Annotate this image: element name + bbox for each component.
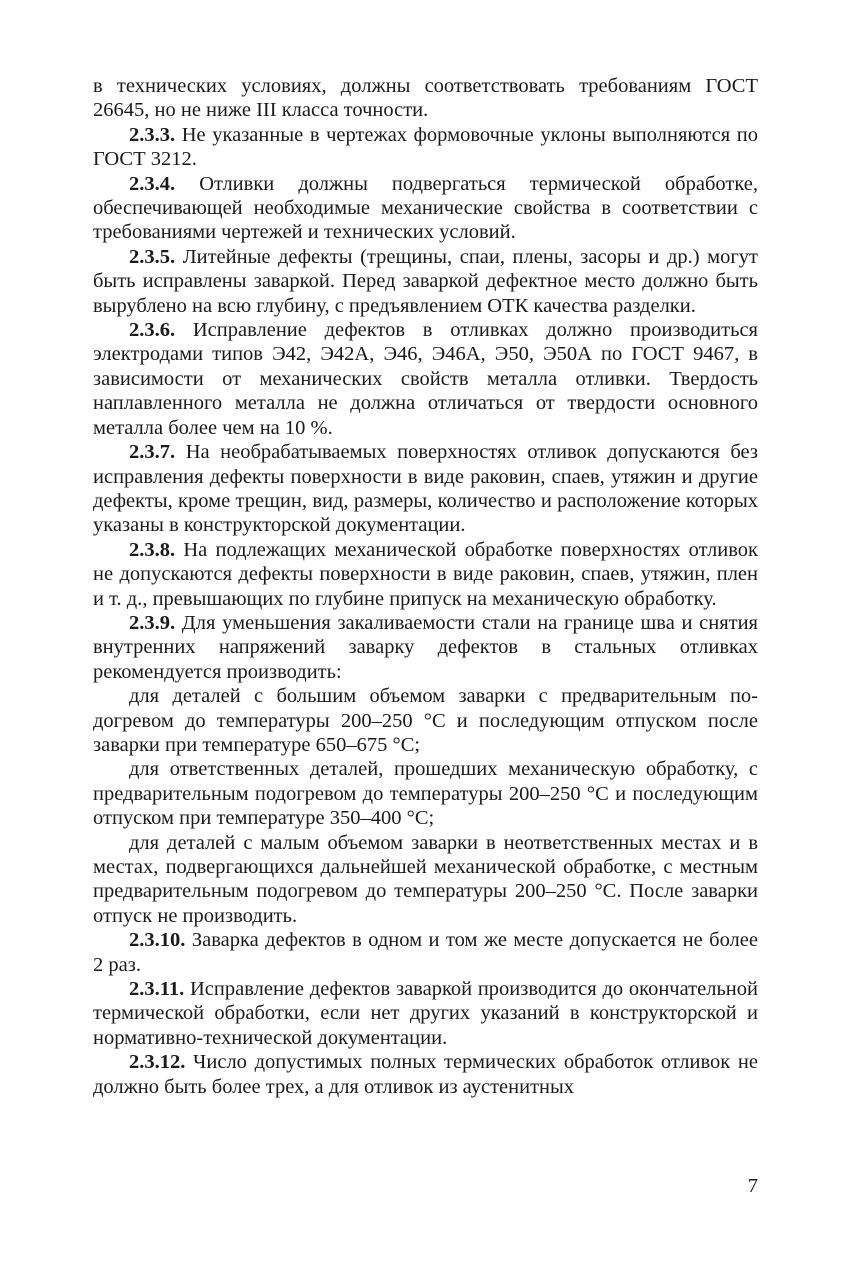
paragraph-text: в технических условиях, должны соответствовать требованиям ГОСТ 26645, но не ниже III класса точности. (93, 75, 758, 122)
paragraph-text: Число допустимых полных термических обработок отливок не должно быть более трех, а для отливок из аустенитных (93, 1051, 758, 1098)
document-page (93, 74, 758, 1099)
paragraph-text: Исправление дефектов заваркой производится до окончательной термической обработки, если нет других указаний в конструкторской и нормативно-технической документации. (93, 978, 758, 1049)
paragraph-text: Отливки должны подвергаться термической обработке, обеспечивающей необходимые механические свойства в соответствии с требованиями чертежей и технических условий. (93, 172, 758, 244)
paragraph-text: Не указанные в чертежах формовочные уклоны выполняются по ГОСТ 3212. (93, 123, 758, 171)
paragraph-text: для деталей с большим объемом заварки с предварительным подогревом до температуры 200–250 °С и последующим отпуском после заварки при температуре 650–675 °С; (93, 685, 758, 756)
paragraph-2-3-9 (93, 611, 758, 684)
paragraph-2-3-6 (93, 318, 758, 440)
paragraph-2-3-11 (93, 977, 758, 1050)
paragraph-2-3-7 (93, 440, 758, 538)
clause-number: 2.3.6. (129, 319, 176, 342)
paragraph-text: для ответственных деталей, прошедших механическую обработку, с предварительным подогревом до температуры 200–250 °С и последующим отпуском при температуре 350–400 °С; (93, 758, 758, 830)
clause-number: 2.3.12. (129, 1051, 186, 1074)
paragraph-text: Исправление дефектов в отливках должно производиться электродами типов Э42, Э42А, Э46, Э46А, Э50, Э50А по ГОСТ 9467, в зависимости от механических свойств металла отливки. Твердость наплавленного металла не должна отличаться от твердости основного металла более чем на 10 %. (93, 319, 758, 439)
clause-number: 2.3.9. (129, 611, 176, 634)
paragraph-list-item (93, 757, 758, 830)
clause-number: 2.3.8. (129, 538, 176, 561)
paragraph-list-item (93, 831, 758, 929)
paragraph-2-3-5 (93, 245, 758, 318)
paragraph-2-3-8 (93, 538, 758, 611)
paragraph-list-item (93, 684, 758, 757)
clause-number: 2.3.11. (129, 978, 185, 1001)
paragraph-continuation (93, 74, 758, 123)
paragraph-2-3-4 (93, 172, 758, 245)
paragraph-2-3-10 (93, 928, 758, 977)
paragraph-2-3-12 (93, 1050, 758, 1099)
paragraph-2-3-3 (93, 123, 758, 172)
paragraph-text: Литейные дефекты (трещины, спаи, плены, засоры и др.) могут быть исправлены заваркой. Перед заваркой дефектное место должно быть вырублено на всю глубину, с предъявлением ОТК качества разделки. (93, 245, 758, 317)
clause-number: 2.3.3. (129, 123, 176, 146)
paragraph-text: На подлежащих механической обработке поверхностях отливок не допускаются дефекты поверхности в виде раковин, спаев, утяжин, плен и т. д., превышающих по глубине припуск на механическую обработку. (93, 538, 758, 610)
paragraph-text: для деталей с малым объемом заварки в неответственных местах и в местах, подвергающихся дальнейшей механической обработке, с местным предварительным подогревом до температуры 200–250 °С. После заварки отпуск не производить. (93, 831, 758, 927)
paragraph-text: Для уменьшения закаливаемости стали на границе шва и снятия внутренних напряжений заварку дефектов в стальных отливках рекомендуется производить: (93, 611, 758, 683)
clause-number: 2.3.7. (129, 441, 176, 464)
clause-number: 2.3.5. (129, 245, 176, 268)
paragraph-text: Заварка дефектов в одном и том же месте допускается не более 2 раз. (93, 929, 758, 976)
paragraph-text: На необрабатываемых поверхностях отливок допускаются без исправления дефекты поверхности в виде раковин, спаев, утяжин и другие дефекты, кроме трещин, вид, размеры, количество и расположение которых указаны в конструкторской документации. (93, 441, 758, 537)
clause-number: 2.3.4. (129, 172, 176, 195)
page-number: 7 (747, 1175, 758, 1197)
clause-number: 2.3.10. (129, 929, 186, 952)
